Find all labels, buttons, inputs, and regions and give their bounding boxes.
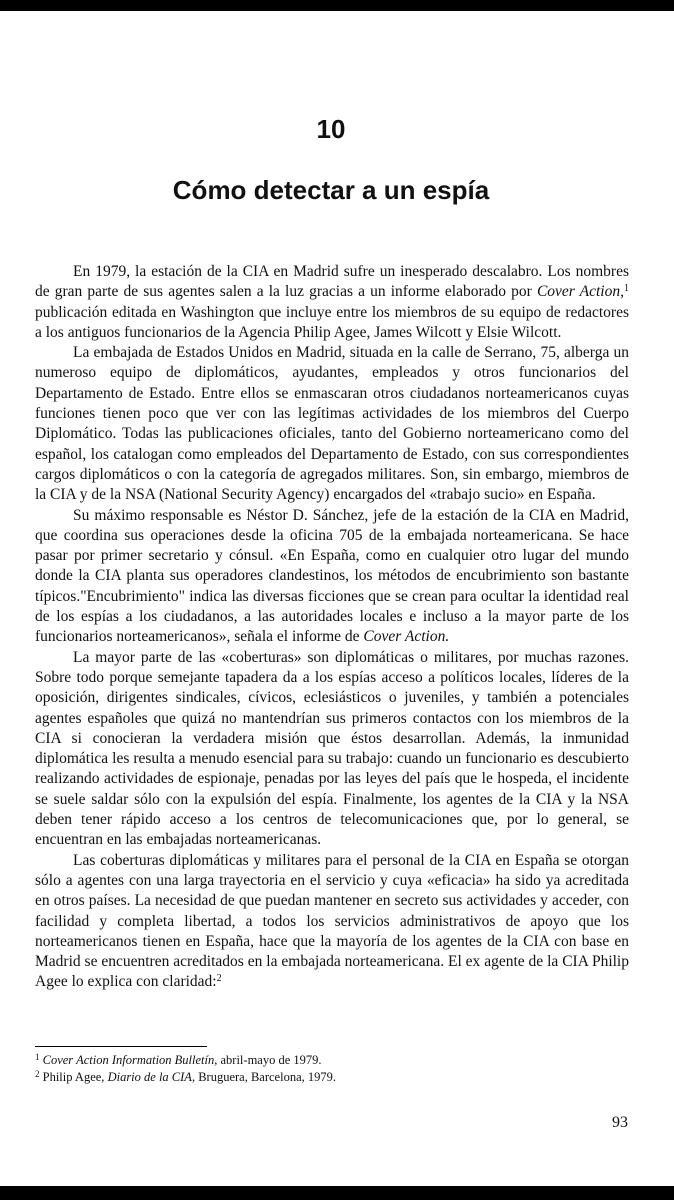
paragraph-2: La embajada de Estados Unidos en Madrid, situada en la calle de Serrano, 75, alberga un numeroso equipo de diplomáticos, ayudantes, empleados y otros funcionarios del Departamento de Estado. Entre ellos se enmascaran otros ciudadanos norteamericanos cuyas funciones tienen poco que ver con las legítimas actividades de los miembros del Cuerpo Diplomático. Todas las publicaciones oficiales, tanto del Gobierno norteamericano como del español, los catalogan como empleados del Departamento de Estado, con sus correspondientes cargos diplomáticos o con la categoría de agregados militares. Son, sin embargo, miembros de la CIA y de la NSA (National Security Agency) encargados del «trabajo sucio» en España. bbox=[35, 344, 629, 504]
body-text bbox=[35, 262, 629, 993]
footnote-title: Cover Action Information Bulletín bbox=[42, 1053, 215, 1067]
footnote-ref-1[interactable]: 1 bbox=[624, 283, 629, 295]
paragraph-5 bbox=[35, 851, 629, 993]
footnote-number: 1 bbox=[35, 1052, 40, 1062]
chapter-number: 10 bbox=[316, 114, 346, 144]
publication-title: Cover Action. bbox=[363, 628, 450, 646]
paragraph-text: publicación editada en Washington que incluye entre los miembros de su equipo de redactores a los antiguos funcionarios de la Agencia Philip Agee, James Wilcott y Elsie Wilcott. bbox=[35, 303, 629, 341]
paragraph-3 bbox=[35, 506, 629, 648]
footnote-1 bbox=[35, 1052, 629, 1069]
page-number: 93 bbox=[612, 1114, 628, 1131]
paragraph-text: En 1979, la estación de la CIA en Madrid sufre un inesperado descalabro. Los nombres de gran parte de sus agentes salen a la luz gracias a un informe elaborado por bbox=[35, 263, 629, 301]
paragraph-text: Las coberturas diplomáticas y militares para el personal de la CIA en España se otorgan sólo a agentes con una larga trayectoria en el servicio y cuya «eficacia» ha sido ya acreditada en otros países. La necesidad de que puedan mantener en secreto sus actividades y acceder, con facilidad y completa libertad, a todos los servicios administrativos de apoyo que los norteamericanos tienen en España, hace que la mayoría de los agentes de la CIA con base en Madrid se encuentren acreditados en la embajada norteamericana. El ex agente de la CIA Philip Agee lo explica con claridad: bbox=[35, 851, 629, 991]
publication-title: Cover Action, bbox=[536, 283, 624, 301]
footnotes bbox=[35, 1052, 629, 1086]
paragraph-4: La mayor parte de las «coberturas» son diplomáticas o militares, por muchas razones. Sobre todo porque semejante tapadera da a los espías acceso a políticos locales, líderes de la oposición, dirigentes sindicales, cívicos, eclesiásticos o juveniles, y también a potenciales agentes españoles que quizá no mantendrían sus primeros contactos con los miembros de la CIA si conocieran la verdadera misión que éstos desarrollan. Además, la inmunidad diplomática les resulta a menudo esencial para su trabajo: cuando un funcionario es descubierto realizando actividades de espionaje, penadas por las leyes del país que le hospeda, el incidente se suele saldar sólo con la expulsión del espía. Finalmente, los agentes de la CIA y la NSA deben tener rápido acceso a los centros de telecomunicaciones que, por lo general, se encuentran en las embajadas norteamericanas. bbox=[35, 648, 629, 849]
footnote-2 bbox=[35, 1069, 629, 1086]
footnote-title: Diario de la CIA bbox=[107, 1070, 192, 1084]
paragraph-1 bbox=[35, 262, 629, 343]
footnote-text: , Bruguera, Barcelona, 1979. bbox=[191, 1070, 336, 1084]
footnote-number: 2 bbox=[35, 1069, 40, 1079]
top-border-bar bbox=[0, 0, 674, 11]
chapter-title: Cómo detectar a un espía bbox=[172, 175, 490, 205]
footnote-text: Philip Agee, bbox=[42, 1070, 108, 1084]
footnote-text: , abril-mayo de 1979. bbox=[214, 1053, 322, 1067]
footnote-ref-2[interactable]: 2 bbox=[216, 973, 222, 985]
bottom-border-bar bbox=[0, 1186, 674, 1200]
paragraph-text: Su máximo responsable es Néstor D. Sánchez, jefe de la estación de la CIA en Madrid, que coordina sus operaciones desde la oficina 705 de la embajada norteamericana. Se hace pasar por primer secretario y cónsul. «En España, como en cualquier otro lugar del mundo donde la CIA planta sus operadores clandestinos, los métodos de encubrimiento son bastante típicos."Encubrimiento" indica las diversas ficciones que se crean para ocultar la identidad real de los espías a los ciudadanos, a las autoridades locales e incluso a la mayor parte de los funcionarios norteamericanos», señala el informe de bbox=[35, 506, 629, 646]
footnote-separator bbox=[35, 1046, 207, 1047]
